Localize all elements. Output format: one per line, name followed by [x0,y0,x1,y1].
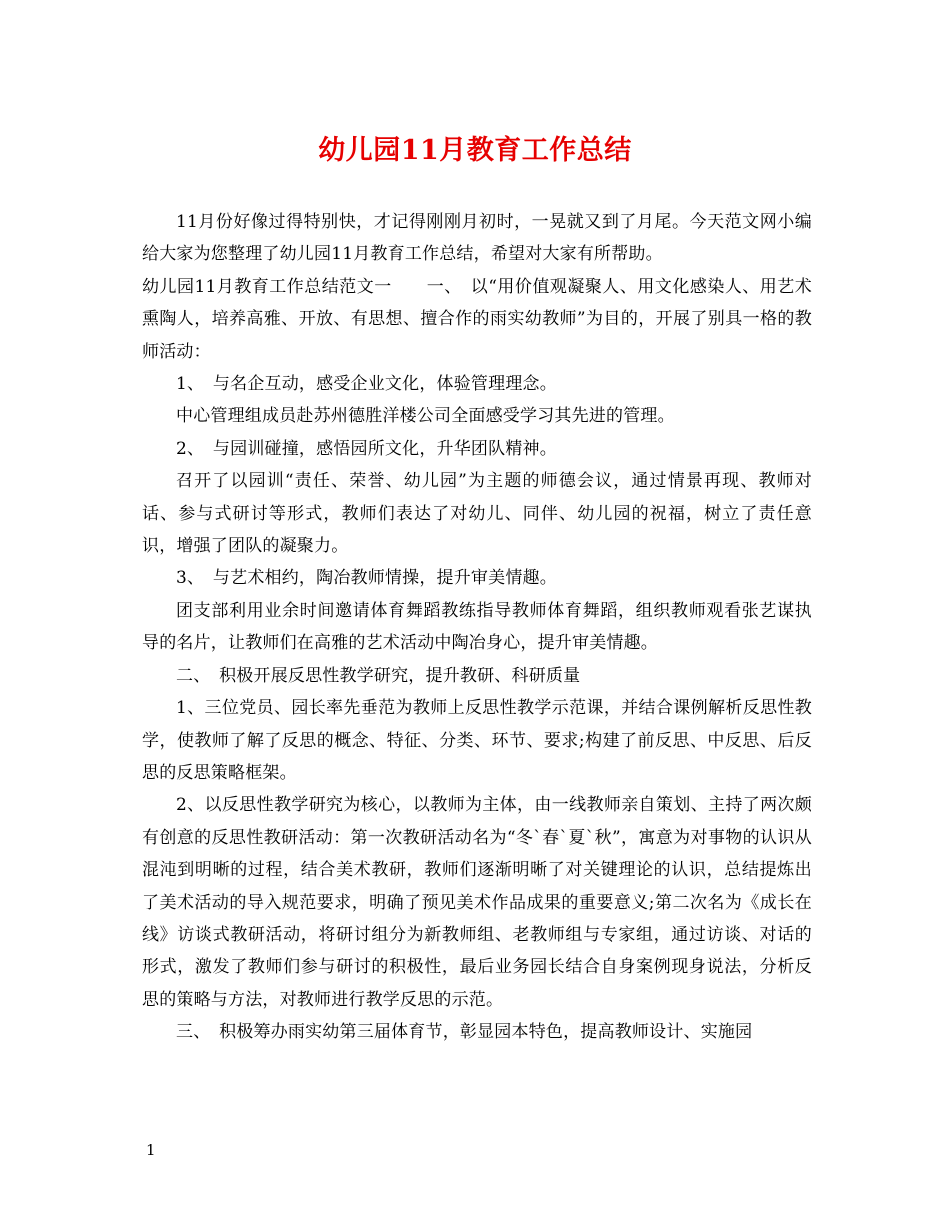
paragraph-intro: 11月份好像过得特别快，才记得刚刚月初时，一晃就又到了月尾。今天范文网小编给大家为您整理了幼儿园11月教育工作总结，希望对大家有所帮助。 [142,212,812,265]
paragraph-item-3-detail: 团支部利用业余时间邀请体育舞蹈教练指导教师体育舞蹈，组织教师观看张艺谋执导的名片，让教师们在高雅的艺术活动中陶冶身心，提升审美情趣。 [142,600,812,654]
paragraph-item-1-detail: 中心管理组成员赴苏州德胜洋楼公司全面感受学习其先进的管理。 [176,406,675,427]
document-title: 幼儿园11月教育工作总结 [318,135,632,166]
document-body [142,206,812,1049]
paragraph-item-2-detail: 召开了以园训“责任、荣誉、幼儿园”为主题的师德会议，通过情景再现、教师对话、参与式研讨等形式，教师们表达了对幼儿、同伴、幼儿园的祝福，树立了责任意识，增强了团队的凝聚力。 [142,471,812,557]
paragraph-item-2: 2、 与园训碰撞，感悟园所文化，升华团队精神。 [176,438,557,459]
paragraph-section-2-item-1: 1、三位党员、园长率先垂范为教师上反思性教学示范课，并结合课例解析反思性教学，使教师了解了反思的概念、特征、分类、环节、要求;构建了前反思、中反思、后反思的反思策略框架。 [142,698,812,783]
paragraph-section-2-item-2: 2、以反思性教学研究为核心，以教师为主体，由一线教师亲自策划、主持了两次颇有创意的反思性教研活动：第一次教研活动名为“冬`春`夏`秋”，寓意为对事物的认识从混沌到明晰的过程，结合美术教研，教师们逐渐明晰了对关键理论的认识，总结提炼出了美术活动的导入规范要求，明确了预见美术作品成果的重要意义;第二次名为《成长在线》访谈式教研活动，将研讨组分为新教师组、老教师组与专家组，通过访谈、对话的形式，激发了教师们参与研讨的积极性，最后业务园长结合自身案例现身说法，分析反思的策略与方法，对教师进行教学反思的示范。 [142,795,812,1010]
paragraph-section-heading: 幼儿园11月教育工作总结范文一 一、 以“用价值观凝聚人、用文化感染人、用艺术熏陶人，培养高雅、开放、有思想、擅合作的雨实幼教师”为目的，开展了别具一格的教师活动： [142,276,812,362]
page-number: 1 [146,1141,156,1159]
paragraph-item-3: 3、 与艺术相约，陶冶教师情操，提升审美情趣。 [176,568,557,589]
paragraph-section-2-heading: 二、 积极开展反思性教学研究，提升教研、科研质量 [176,665,581,686]
paragraph-item-1: 1、 与名企互动，感受企业文化，体验管理理念。 [176,374,557,395]
paragraph-section-3-heading: 三、 积极筹办雨实幼第三届体育节，彰显园本特色，提高教师设计、实施园 [176,1022,753,1043]
